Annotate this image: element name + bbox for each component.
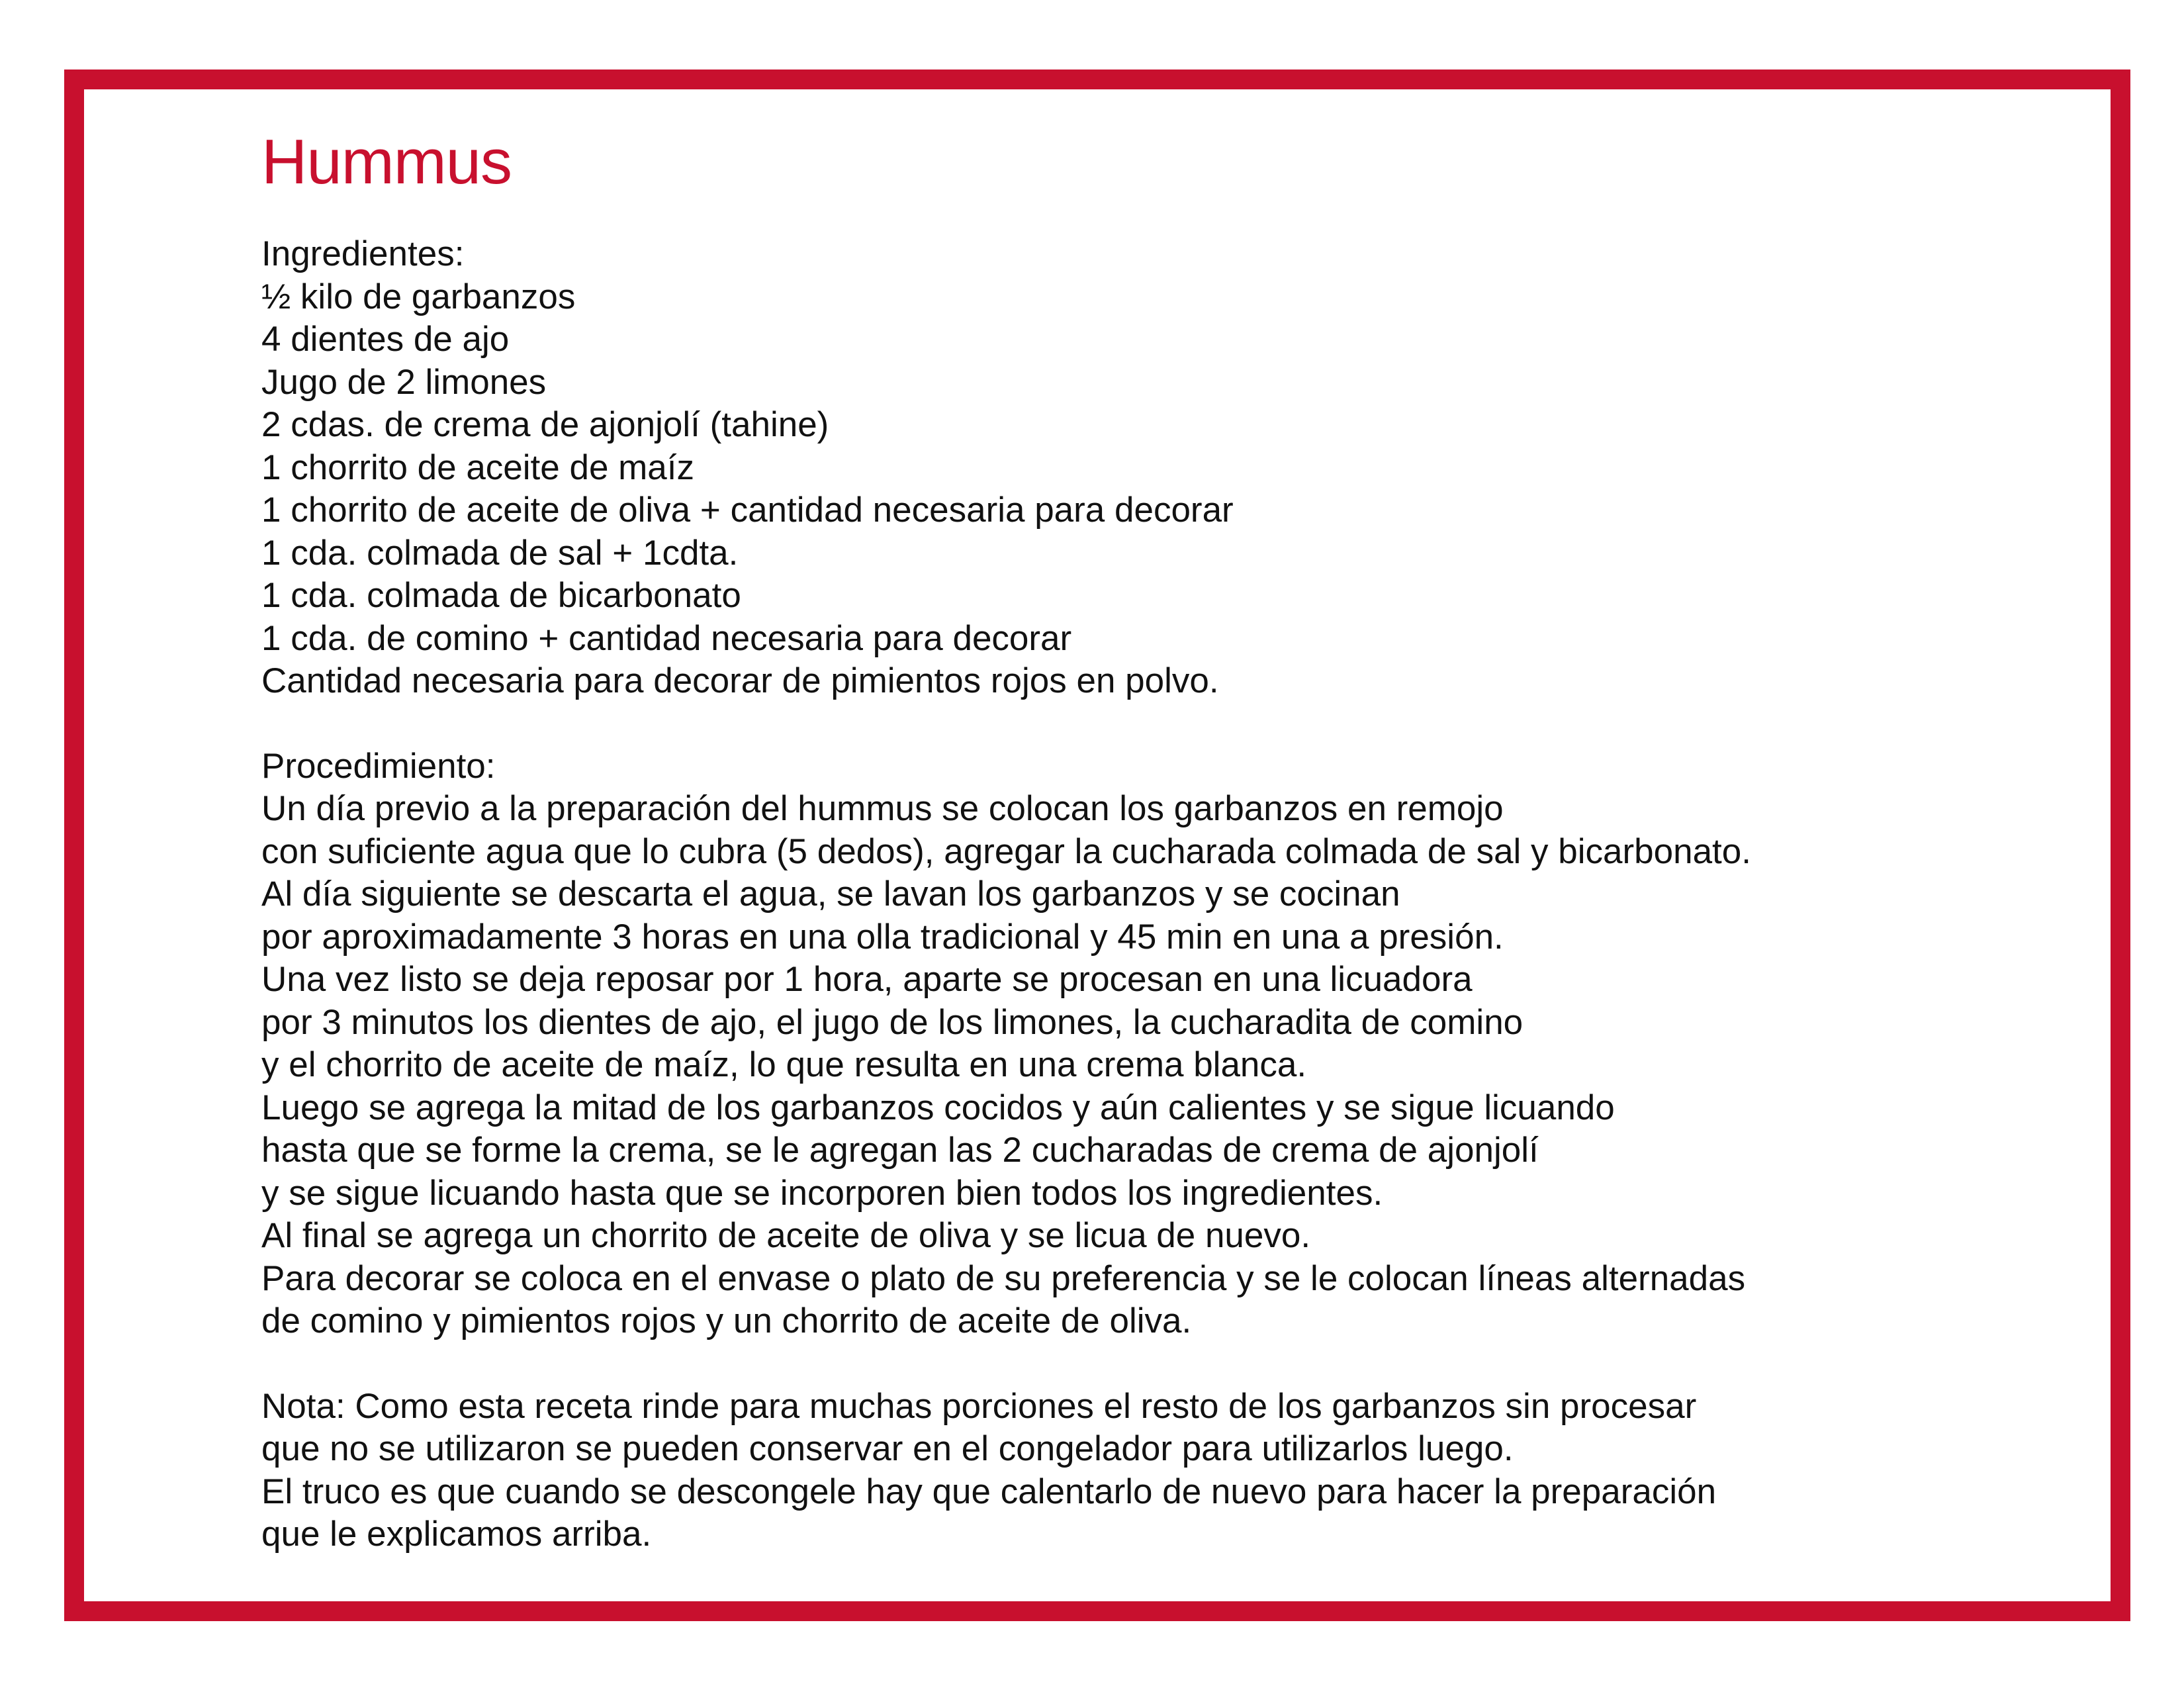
procedure-line: Una vez listo se deja reposar por 1 hora, aparte se procesan en una licuadora (261, 960, 1473, 999)
note-section (261, 1385, 2081, 1556)
ingredient-item: 1 chorrito de aceite de oliva + cantidad necesaria para decorar (261, 491, 1234, 530)
note-line: Nota: Como esta receta rinde para muchas porciones el resto de los garbanzos sin procesar (261, 1386, 1697, 1426)
procedure-line: y se sigue licuando hasta que se incorporen bien todos los ingredientes. (261, 1173, 1383, 1213)
recipe-content (261, 119, 2081, 1556)
ingredient-item: 1 chorrito de aceite de maíz (261, 447, 695, 487)
ingredient-item: ½ kilo de garbanzos (261, 277, 576, 316)
ingredients-heading: Ingredientes: (261, 234, 465, 273)
procedure-line: por aproximadamente 3 horas en una olla tradicional y 45 min en una a presión. (261, 917, 1504, 957)
procedure-line: Al final se agrega un chorrito de aceite de oliva y se licua de nuevo. (261, 1216, 1311, 1255)
note-line: El truco es que cuando se descongele hay que calentarlo de nuevo para hacer la preparación (261, 1472, 1717, 1511)
procedure-line: Al día siguiente se descarta el agua, se lavan los garbanzos y se cocinan (261, 874, 1400, 914)
ingredient-item: 4 dientes de ajo (261, 320, 510, 359)
ingredient-item: 1 cda. colmada de bicarbonato (261, 576, 741, 615)
ingredient-item: Cantidad necesaria para decorar de pimientos rojos en polvo. (261, 661, 1219, 700)
procedure-line: de comino y pimientos rojos y un chorrito de aceite de oliva. (261, 1301, 1192, 1340)
procedure-line: por 3 minutos los dientes de ajo, el jugo de los limones, la cucharadita de comino (261, 1002, 1524, 1042)
ingredient-item: 1 cda. colmada de sal + 1cdta. (261, 533, 739, 573)
procedure-line: hasta que se forme la crema, se le agregan las 2 cucharadas de crema de ajonjolí (261, 1131, 1539, 1170)
ingredients-section (261, 233, 2081, 703)
procedure-line: Para decorar se coloca en el envase o plato de su preferencia y se le colocan líneas alternadas (261, 1258, 1746, 1298)
note-line: que le explicamos arriba. (261, 1515, 652, 1554)
procedure-line: Luego se agrega la mitad de los garbanzos cocidos y aún calientes y se sigue licuando (261, 1088, 1615, 1127)
procedure-line: y el chorrito de aceite de maíz, lo que resulta en una crema blanca. (261, 1045, 1307, 1084)
recipe-title: Hummus (261, 126, 512, 197)
note-line: que no se utilizaron se pueden conservar en el congelador para utilizarlos luego. (261, 1429, 1514, 1468)
ingredient-item: 2 cdas. de crema de ajonjolí (tahine) (261, 405, 829, 444)
procedure-line: Un día previo a la preparación del hummus se colocan los garbanzos en remojo (261, 789, 1504, 828)
procedure-heading: Procedimiento: (261, 746, 496, 786)
procedure-line: con suficiente agua que lo cubra (5 dedos), agregar la cucharada colmada de sal y bicarbonato. (261, 831, 1751, 871)
ingredient-item: 1 cda. de comino + cantidad necesaria para decorar (261, 618, 1072, 658)
ingredient-item: Jugo de 2 limones (261, 362, 547, 402)
procedure-section (261, 745, 2081, 1343)
